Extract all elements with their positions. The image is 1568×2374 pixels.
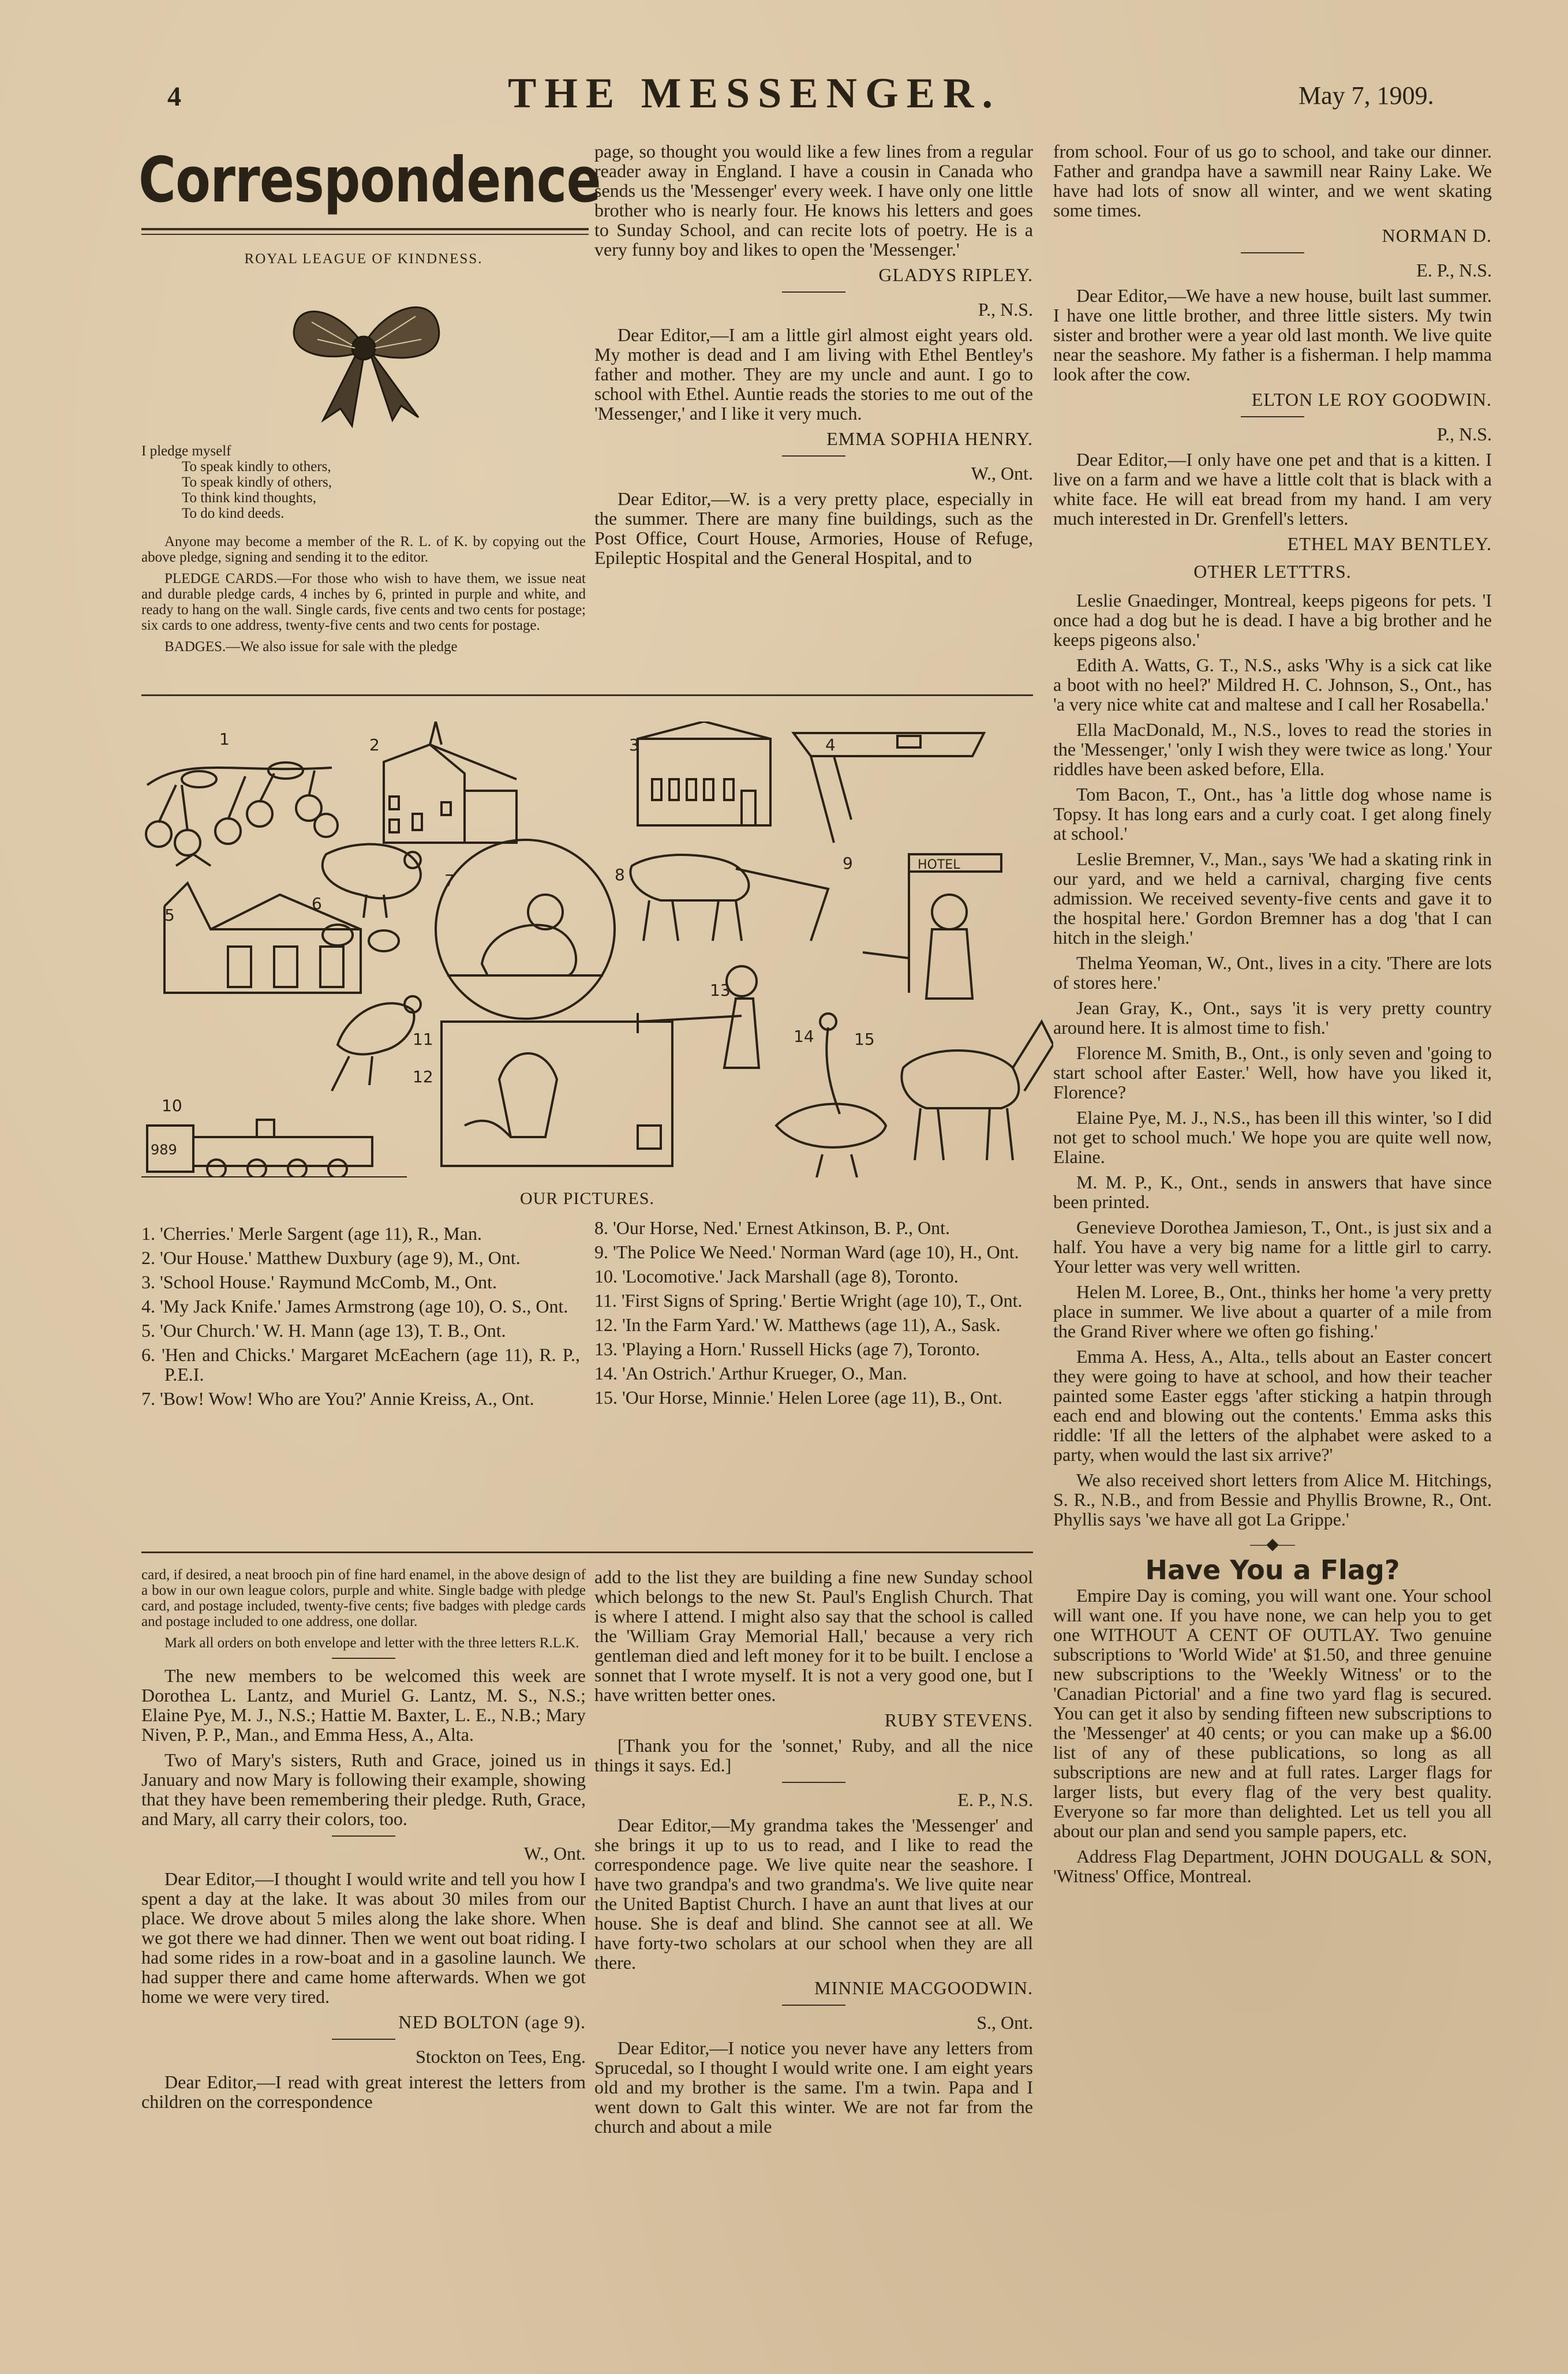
- separator: [1241, 252, 1304, 253]
- picture-number: 6: [312, 894, 322, 913]
- picture-number: 7: [444, 871, 455, 890]
- col2-bottom: [594, 1567, 1033, 2142]
- picture-caption: 5. 'Our Church.' W. H. Mann (age 13), T. B., Ont.: [141, 1320, 506, 1341]
- picture-number: 5: [164, 906, 175, 925]
- picture-number: 13: [710, 981, 731, 1000]
- dog-drawing: [436, 840, 615, 1019]
- two-sisters: Two of Mary's sisters, Ruth and Grace, joined us in January and now Mary is following their example, showing that they have been remembering their pledge. Ruth, Grace, and Mary, all carry their colors, too.: [141, 1749, 586, 1829]
- title-rule: [141, 228, 589, 230]
- picture-number: 3: [629, 735, 639, 754]
- other-letter-item: Elaine Pye, M. J., N.S., has been ill this winter, 'so I did not get to school much.' We hope you are quite well now, Elaine.: [1053, 1107, 1492, 1167]
- letter-body: from school. Four of us go to school, and take our dinner. Father and grandpa have a sawmill near Rainy Lake. We have had lots of snow all winter, and we went skating some times.: [1053, 141, 1492, 220]
- letter-place: E. P., N.S.: [1416, 260, 1492, 281]
- separator: [332, 1835, 395, 1837]
- picture-caption: 3. 'School House.' Raymund McComb, M., Ont.: [141, 1272, 497, 1292]
- letter-signature: MINNIE MACGOODWIN.: [814, 1977, 1033, 1998]
- jack-knife-drawing: [794, 733, 984, 843]
- pledge-line: To think kind thoughts,: [182, 490, 316, 506]
- hen-and-chicks-drawing: [323, 844, 421, 951]
- other-letter-item: M. M. P., K., Ont., sends in answers that have since been printed.: [1053, 1172, 1492, 1212]
- pledge-intro: I pledge myself: [141, 443, 231, 459]
- other-letter-item: Leslie Bremner, V., Man., says 'We had a skating rink in our yard, and we held a carnival, charging five cents admission. We received seventy-five cents and gave it to the hospital here.' Gordon Bremner has a dog 'that I can hitch in the sleigh.': [1053, 848, 1492, 948]
- letter-place: W., Ont.: [523, 1843, 586, 1864]
- col2-top: [594, 141, 1033, 573]
- farm-yard-drawing: [441, 1022, 672, 1166]
- league-column: [141, 251, 586, 660]
- picture-caption: 4. 'My Jack Knife.' James Armstrong (age 10), O. S., Ont.: [141, 1296, 568, 1317]
- letter-body: Dear Editor,—My grandma takes the 'Messenger' and she brings it up to us to read, and I like to read the correspondence page. We live quite near the seashore. I have two grandpa's and two grandma's. We live quite near the United Baptist Church. I have an aunt that lives at our house. She is deaf and blind. She cannot see at all. We have forty-two scholars at our school when they are all there.: [594, 1815, 1033, 1973]
- flag-body: Empire Day is coming, you will want one. Your school will want one. If you have none, we can help you to get one WITHOUT A CENT OF OUTLAY. Two genuine subscriptions to 'World Wide' at $1.50, and three genuine new subscriptions to the 'Weekly Witness' or to the 'Canadian Pictorial' and a fine two yard flag is secured. You can get it also by sending fifteen new subscriptions to the 'Messenger' at 40 cents; or you can make up a $6.00 list of any of these publications, so long as all subscriptions are new and at full rates. Larger flags for larger lists, but every flag of the very best quality. Everyone so far more than delighted. Let us tell you all about our plan and send you sample papers, etc.: [1053, 1585, 1492, 1841]
- new-members: The new members to be welcomed this week are Dorothea L. Lantz, and Muriel G. Lantz, M. S., N.S.; Elaine Pye, M. J., N.S.; Hattie M. Baxter, L. E., N.B.; Mary Niven, P. P., Man., and Emma Hess, A., Alta.: [141, 1665, 586, 1745]
- horse-minnie-drawing: [901, 1022, 1053, 1160]
- letter-signature: NED BOLTON (age 9).: [398, 2012, 586, 2032]
- letter-signature: ETHEL MAY BENTLEY.: [1287, 533, 1492, 554]
- letter-signature: ELTON LE ROY GOODWIN.: [1251, 389, 1492, 410]
- page-number: 4: [167, 81, 181, 112]
- bow-icon: [277, 276, 450, 432]
- separator: [332, 2039, 395, 2040]
- separator: [332, 1658, 395, 1659]
- picture-number: 9: [843, 854, 853, 873]
- other-letter-item: Jean Gray, K., Ont., says 'it is very pretty country around here. It is almost time to fish.': [1053, 997, 1492, 1038]
- badges-text: BADGES.—We also issue for sale with the pledge: [164, 639, 458, 655]
- letter-body: Dear Editor,—W. is a very pretty place, especially in the summer. There are many fine buildings, such as the Post Office, Court House, Armories, House of Refuge, Epileptic Hospital and the General Hospital, and to: [594, 488, 1033, 568]
- separator: [782, 1782, 845, 1783]
- picture-number: 4: [825, 735, 836, 754]
- picture-number: 2: [369, 735, 380, 754]
- letter-body: Dear Editor,—I read with great interest the letters from children on the correspondence: [141, 2072, 586, 2112]
- captions-right: [594, 1218, 1033, 1412]
- letter-place: E. P., N.S.: [957, 1789, 1033, 1810]
- other-letter-item: Emma A. Hess, A., Alta., tells about an Easter concert they were going to have at school, and how their teacher painted some Easter eggs 'after sticking a hatpin through each end and blowing out the contents.' Emma asks this riddle: 'If all the letters of the alphabet were asked to a party, when would the last six arrive?': [1053, 1346, 1492, 1465]
- section-rule: [141, 1551, 1033, 1553]
- pledge-line: To speak kindly of others,: [182, 474, 332, 490]
- separator: [782, 291, 845, 293]
- membership-text: Anyone may become a member of the R. L. of K. by copying out the above pledge, signing and sending it to the editor.: [141, 534, 586, 565]
- masthead: THE MESSENGER.: [508, 70, 1001, 117]
- letter-body: Dear Editor,—I only have one pet and that is a kitten. I live on a farm and we have a little colt that is black with a white face. He will eat bread from my hand. I am very much interested in Dr. Grenfell's letters.: [1053, 449, 1492, 529]
- picture-caption: 6. 'Hen and Chicks.' Margaret McEachern (age 11), R. P., P.E.I.: [141, 1344, 580, 1385]
- letter-body: Dear Editor,—I thought I would write and tell you how I spent a day at the lake. It was about 30 miles from our place. We drove about 5 miles along the lake shore. When we got there we had dinner. Then we went out boat riding. I had some rides in a row-boat and in a gasoline launch. We had supper there and came home afterwards. When we got home we were very tired.: [141, 1868, 586, 2007]
- pictures-block: [141, 721, 1053, 1177]
- letter-place: W., Ont.: [971, 463, 1033, 484]
- other-letter-item: Ella MacDonald, M., N.S., loves to read the stories in the 'Messenger,' 'only I wish they were twice as long.' Your riddles have been asked before, Ella.: [1053, 719, 1492, 779]
- picture-number: 11: [413, 1030, 433, 1049]
- flag-title: Have You a Flag?: [1145, 1554, 1400, 1586]
- flag-address: Address Flag Department, JOHN DOUGALL & SON, 'Witness' Office, Montreal.: [1053, 1846, 1492, 1886]
- letter-place: Stockton on Tees, Eng.: [416, 2046, 586, 2067]
- issue-date: May 7, 1909.: [1298, 81, 1434, 110]
- picture-number: 12: [413, 1067, 433, 1086]
- separator: [1241, 416, 1304, 417]
- badge-mark: Mark all orders on both envelope and letter with the three letters R.L.K.: [164, 1635, 579, 1651]
- ornament-divider: —◆—: [1250, 1535, 1295, 1553]
- col3: [1053, 141, 1492, 1891]
- bow-emblem: [141, 276, 586, 432]
- pledge-cards-text: PLEDGE CARDS.—For those who wish to have them, we issue neat and durable pledge cards, 4 inches by 6, printed in purple and white, and ready to hang on the wall. Single cards, five cents and two cents for postage; six cards to one address, twenty-five cents and two cents for postage.: [141, 571, 586, 633]
- correspondence-title: Correspondence: [139, 144, 601, 216]
- engine-number: 989: [151, 1142, 177, 1158]
- letter-body: page, so thought you would like a few lines from a regular reader away in England. I have a cousin in Canada who sends us the 'Messenger' every week. I have only one little brother who is nearly four. He knows his letters and goes to Sunday School, and can recite lots of poetry. He is a very funny boy and likes to open the 'Messenger.': [594, 141, 1033, 260]
- col1-bottom: [141, 1567, 586, 2117]
- horn-player-drawing: [638, 966, 759, 1068]
- picture-caption: 9. 'The Police We Need.' Norman Ward (age 10), H., Ont.: [594, 1242, 1019, 1262]
- letter-signature: NORMAN D.: [1382, 225, 1492, 246]
- other-letter-item: Helen M. Loree, B., Ont., thinks her home 'a very pretty place in summer. We live about a quarter of a mile from the Grand River where we often go fishing.': [1053, 1281, 1492, 1341]
- picture-number: 15: [854, 1030, 875, 1049]
- church-drawing: [164, 854, 361, 993]
- picture-caption: 11. 'First Signs of Spring.' Bertie Wright (age 10), T., Ont.: [594, 1290, 1023, 1311]
- letter-place: S., Ont.: [976, 2012, 1033, 2033]
- letter-body: Dear Editor,—We have a new house, built last summer. I have one little brother, and three little sisters. My twin sister and brother were a year old last month. We live quite near the seashore. My father is a fisherman. I help mamma look after the cow.: [1053, 285, 1492, 384]
- letter-body: Dear Editor,—I notice you never have any letters from Sprucedal, so I thought I would write one. I am eight years old and my brother is the same. I'm a twin. Papa and I went down to Galt this winter. We are not far from the church and about a mile: [594, 2037, 1033, 2137]
- picture-caption: 2. 'Our House.' Matthew Duxbury (age 9), M., Ont.: [141, 1247, 521, 1268]
- picture-number: 8: [615, 865, 625, 884]
- letter-body: add to the list they are building a fine new Sunday school which belongs to the new St. Paul's English Church. That is where I attend. I might also say that the school is called the 'William Gray Memorial Hall,' because a very rich gentleman died and left money for it to be built. I enclose a sonnet that I wrote myself. It is not a very good one, but I have written better ones.: [594, 1567, 1033, 1705]
- pledge-line: To speak kindly to others,: [182, 459, 331, 474]
- title-rule-thin: [141, 234, 589, 235]
- police-hotel-drawing: [863, 854, 1001, 999]
- hotel-sign: HOTEL: [918, 858, 960, 872]
- picture-caption: 7. 'Bow! Wow! Who are You?' Annie Kreiss, A., Ont.: [141, 1388, 534, 1409]
- separator: [782, 2005, 845, 2006]
- other-letters-list: [1053, 590, 1492, 1529]
- picture-caption: 10. 'Locomotive.' Jack Marshall (age 8), Toronto.: [594, 1266, 959, 1287]
- letter-body: Dear Editor,—I am a little girl almost eight years old. My mother is dead and I am living with Ethel Bentley's father and mother. They are my uncle and aunt. I go to school with Ethel. Auntie reads the stories to me out of the 'Messenger,' and I like it very much.: [594, 324, 1033, 424]
- other-letter-item: Leslie Gnaedinger, Montreal, keeps pigeons for pets. 'I once had a dog but he is dead. I have a big brother and he keeps pigeons also.': [1053, 590, 1492, 650]
- picture-caption: 14. 'An Ostrich.' Arthur Krueger, O., Man.: [594, 1363, 907, 1384]
- picture-caption: 15. 'Our Horse, Minnie.' Helen Loree (age 11), B., Ont.: [594, 1387, 1003, 1408]
- picture-number: 1: [219, 730, 230, 749]
- letter-signature: GLADYS RIPLEY.: [878, 264, 1033, 285]
- letter-signature: EMMA SOPHIA HENRY.: [826, 428, 1033, 449]
- cherries-drawing: [146, 762, 338, 855]
- other-letter-item: Genevieve Dorothea Jamieson, T., Ont., is just six and a half. You have a very big name for a little girl to carry. Your letter was very well written.: [1053, 1217, 1492, 1277]
- school-house-drawing: [638, 721, 770, 825]
- letter-place: P., N.S.: [978, 299, 1033, 320]
- badge-continued: card, if desired, a neat brooch pin of fine hard enamel, in the above design of a bow in our own league colors, purple and white. Single badge with pledge card, and postage included, twenty-five cents; five badges with pledge cards and postage included to one address, one dollar.: [141, 1567, 586, 1629]
- picture-caption: 13. 'Playing a Horn.' Russell Hicks (age 7), Toronto.: [594, 1339, 981, 1359]
- section-rule: [141, 694, 1033, 696]
- house-drawing: [384, 721, 517, 843]
- league-title: ROYAL LEAGUE OF KINDNESS.: [244, 251, 483, 267]
- other-letter-item: Thelma Yeoman, W., Ont., lives in a city. 'There are lots of stores here.': [1053, 952, 1492, 993]
- letter-signature: RUBY STEVENS.: [884, 1710, 1033, 1730]
- captions-left: [141, 1224, 580, 1413]
- separator: [782, 455, 845, 457]
- picture-caption: 12. 'In the Farm Yard.' W. Matthews (age 11), A., Sask.: [594, 1314, 1001, 1335]
- picture-caption: 8. 'Our Horse, Ned.' Ernest Atkinson, B. P., Ont.: [594, 1217, 950, 1238]
- picture-number: 10: [162, 1096, 182, 1115]
- editor-note: [Thank you for the 'sonnet,' Ruby, and all the nice things it says. Ed.]: [594, 1735, 1033, 1775]
- spring-bird-drawing: [332, 996, 421, 1091]
- other-letters-title: OTHER LETTTRS.: [1193, 561, 1352, 582]
- other-letter-item: Edith A. Watts, G. T., N.S., asks 'Why is a sick cat like a boot with no heel?' Mildred H. C. Johnson, S., Ont., has 'a very nice white cat and maltese and I call her Rosabella.': [1053, 655, 1492, 715]
- other-letter-item: Florence M. Smith, B., Ont., is only seven and 'going to start school after Easter.' Well, how have you liked it, Florence?: [1053, 1042, 1492, 1102]
- locomotive-drawing: [141, 1120, 407, 1177]
- letter-place: P., N.S.: [1436, 424, 1492, 444]
- other-letter-item: We also received short letters from Alice M. Hitchings, S. R., N.B., and from Bessie and Phyllis Browne, R., Ont. Phyllis says 'we have all got La Grippe.': [1053, 1470, 1492, 1530]
- other-letter-item: Tom Bacon, T., Ont., has 'a little dog whose name is Topsy. It has long ears and a curly coat. I get along finely at school.': [1053, 784, 1492, 844]
- horse-ned-drawing: [630, 855, 828, 941]
- picture-number: 14: [794, 1027, 814, 1046]
- pledge-line: To do kind deeds.: [182, 506, 285, 521]
- childrens-drawings: [141, 721, 1053, 1177]
- picture-caption: 1. 'Cherries.' Merle Sargent (age 11), R., Man.: [141, 1223, 482, 1244]
- pictures-title: OUR PICTURES.: [519, 1189, 655, 1208]
